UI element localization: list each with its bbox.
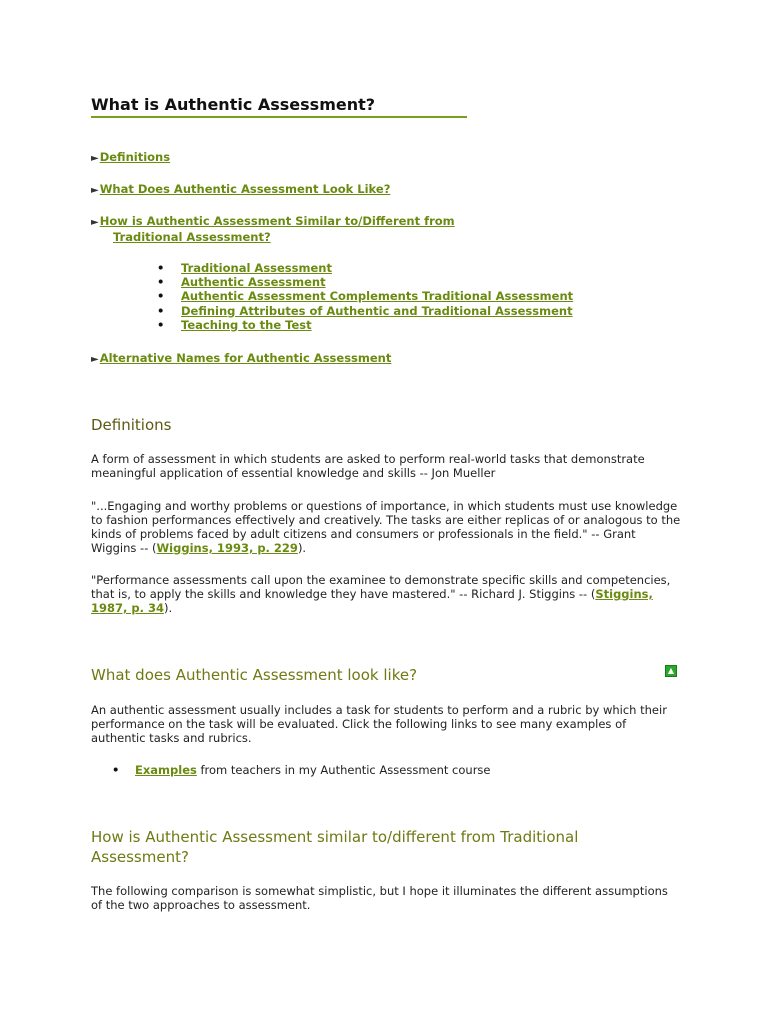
- sublink-traditional[interactable]: Traditional Assessment: [181, 261, 332, 275]
- definition-paragraph-2: [91, 499, 681, 555]
- stiggins-citation-link[interactable]: Stiggins, 1987, p. 34: [91, 587, 653, 615]
- wiggins-citation-link[interactable]: Wiggins, 1993, p. 229: [156, 541, 298, 555]
- up-arrow-icon[interactable]: ▲: [665, 665, 677, 677]
- definition-quote-stiggins: "Performance assessments call upon the examinee to demonstrate specific skills and competencies, that is, to apply the skills and knowledge they have mastered." -- Richard J. Stiggins -- (: [91, 573, 671, 601]
- paren-close: ).: [297, 541, 307, 555]
- bullet-icon: •: [157, 261, 165, 275]
- sublink-complements[interactable]: Authentic Assessment Complements Traditional Assessment: [181, 289, 574, 304]
- similar-paragraph: The following comparison is somewhat simplistic, but I hope it illuminates the different assumptions of the two approaches to assessment.: [91, 884, 668, 912]
- toc-item-look-like: [91, 182, 390, 198]
- list-item: [155, 318, 573, 332]
- definition-paragraph-1: A form of assessment in which students are asked to perform real-world tasks that demonstrate meaningful application of essential knowledge and skills -- Jon Mueller: [91, 452, 645, 480]
- toc-link-alt-names[interactable]: Alternative Names for Authentic Assessment: [99, 351, 392, 365]
- examples-link[interactable]: Examples: [135, 763, 197, 777]
- similar-heading: How is Authentic Assessment similar to/different from Traditional Assessment?: [91, 828, 579, 866]
- list-item: [155, 275, 573, 289]
- sublink-teaching-test[interactable]: Teaching to the Test: [181, 317, 312, 332]
- toc-link-similar[interactable]: [91, 214, 455, 245]
- triangle-right-icon: ►: [91, 217, 99, 228]
- sublink-defining-attributes[interactable]: Defining Attributes of Authentic and Traditional Assessment: [181, 303, 573, 318]
- sublink-authentic[interactable]: Authentic Assessment: [181, 275, 326, 290]
- toc-link-similar-line2: Traditional Assessment?: [113, 230, 271, 244]
- bullet-icon: •: [157, 317, 165, 332]
- look-like-paragraph: An authentic assessment usually includes a task for students to perform and a rubric by which their performance on the task will be evaluated. Click the following links to see many examples of authentic tasks and rubrics.: [91, 703, 667, 745]
- list-item: [155, 289, 573, 303]
- page-title: What is Authentic Assessment?: [91, 95, 467, 118]
- triangle-right-icon: ►: [91, 354, 99, 365]
- toc-item-similar: [91, 214, 455, 245]
- toc-item-definitions: [91, 150, 170, 166]
- definition-quote-wiggins: "...Engaging and worthy problems or questions of importance, in which students must use knowledge to fashion performances effectively and creatively. The tasks are either replicas of or analogous to the kinds of problems faced by adult citizens and consumers or professionals in the field." -- Grant Wiggins -- (: [91, 499, 681, 555]
- bullet-icon: •: [112, 763, 120, 777]
- bullet-icon: •: [157, 289, 165, 304]
- toc-link-look-like[interactable]: What Does Authentic Assessment Look Like?: [99, 182, 391, 196]
- examples-list: [110, 763, 491, 777]
- toc-link-definitions[interactable]: Definitions: [99, 150, 171, 164]
- bullet-icon: •: [157, 275, 165, 290]
- triangle-right-icon: ►: [91, 153, 99, 164]
- definition-paragraph-3: [91, 573, 681, 615]
- toc-sublist: [155, 261, 573, 332]
- bullet-icon: •: [157, 303, 165, 318]
- list-item: [155, 261, 573, 275]
- paren-close: ).: [164, 601, 173, 615]
- list-item: [110, 763, 491, 777]
- toc-item-alt-names: [91, 351, 391, 367]
- look-like-heading: What does Authentic Assessment look like?: [91, 666, 418, 684]
- definitions-heading: Definitions: [91, 416, 172, 434]
- examples-description: from teachers in my Authentic Assessment course: [196, 763, 491, 777]
- list-item: [155, 304, 573, 318]
- toc-link-similar-line1: How is Authentic Assessment Similar to/Different from: [99, 214, 455, 228]
- triangle-right-icon: ►: [91, 185, 99, 196]
